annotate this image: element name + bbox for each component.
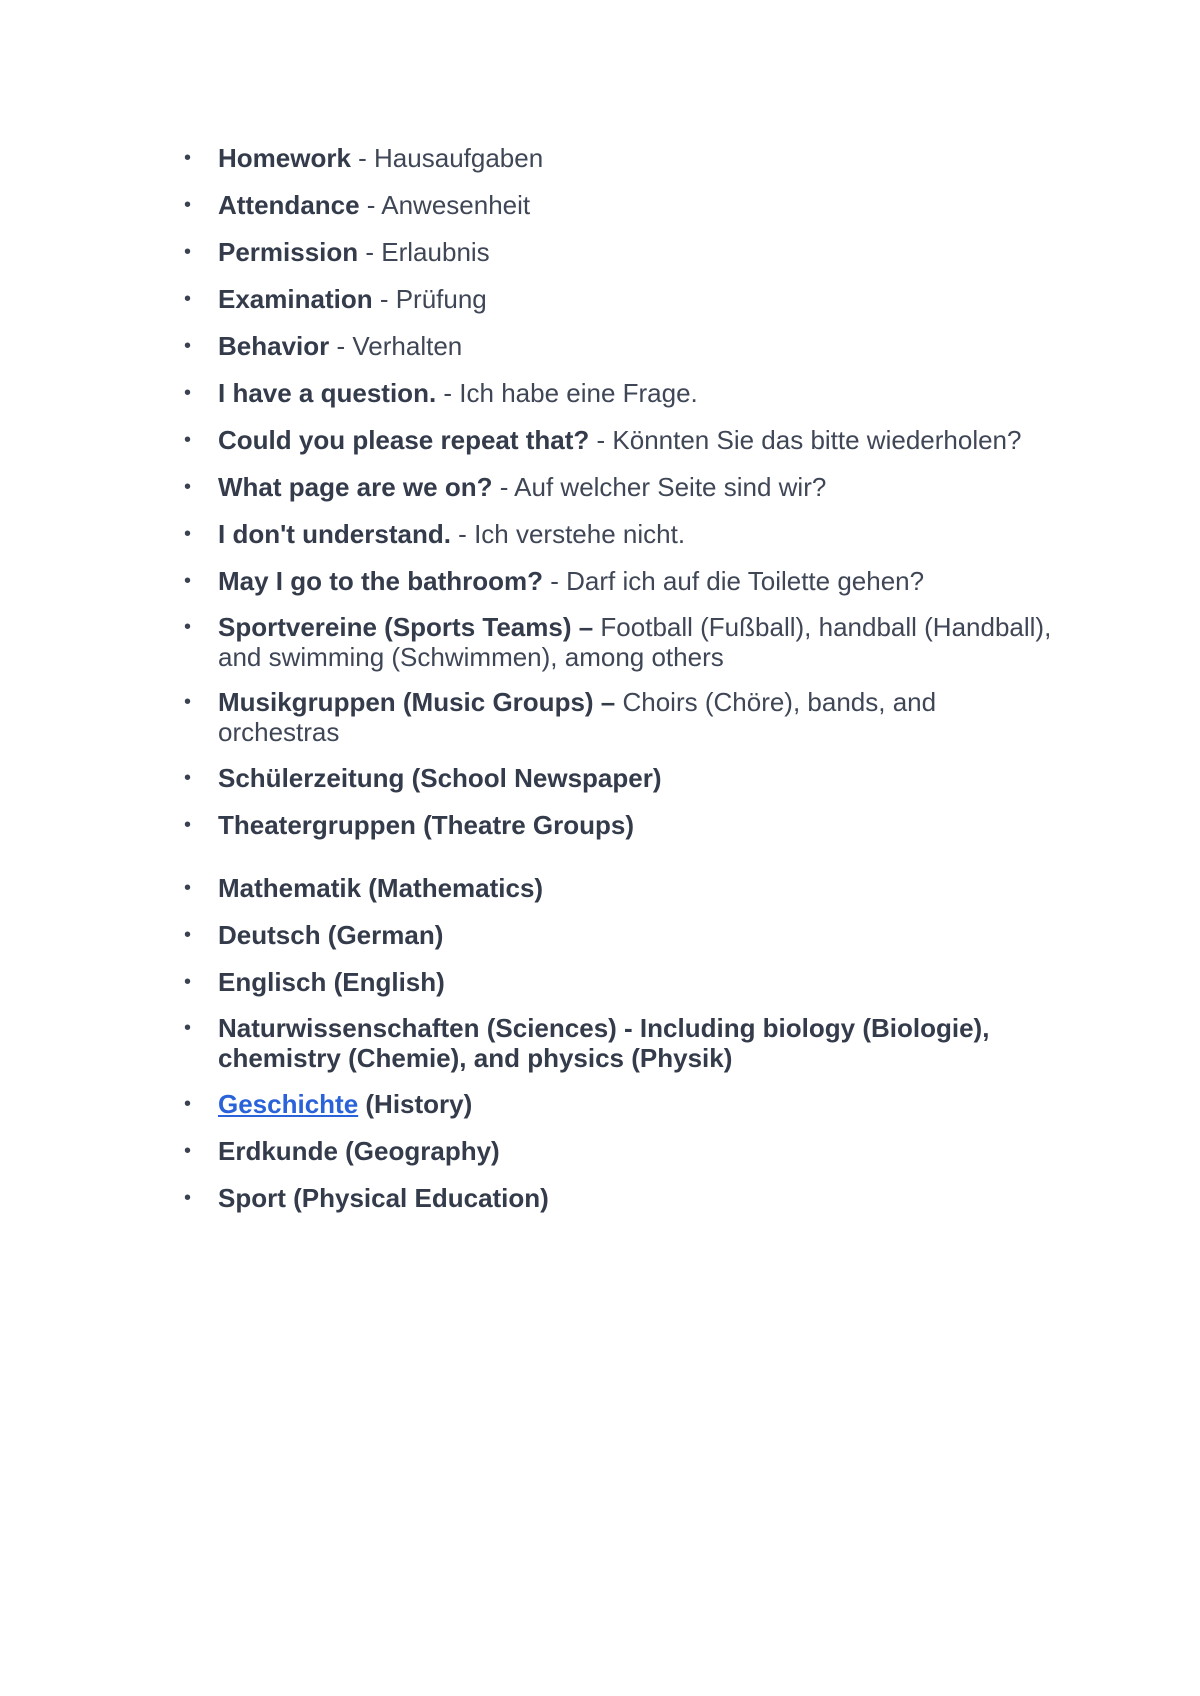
term: Attendance <box>218 190 360 220</box>
list-item <box>180 330 1060 362</box>
list-item <box>180 471 1060 503</box>
vocabulary-list <box>180 142 1060 856</box>
term: Examination <box>218 284 373 314</box>
term: Could you please repeat that? <box>218 425 590 455</box>
list-item <box>180 1182 1060 1214</box>
bullet: • <box>184 241 192 263</box>
subject-geschichte-label: (History) <box>358 1089 473 1119</box>
list-item <box>180 762 1060 794</box>
translation: Anwesenheit <box>381 190 531 220</box>
term: Behavior <box>218 331 330 361</box>
separator: - <box>358 237 382 267</box>
bullet: • <box>184 1017 192 1039</box>
subject-sport: Sport (Physical Education) <box>218 1183 549 1213</box>
list-item <box>180 687 1060 747</box>
term: Permission <box>218 237 359 267</box>
separator: - <box>372 284 396 314</box>
geschichte-link[interactable]: Geschichte <box>218 1089 359 1119</box>
separator: - <box>589 425 613 455</box>
translation: Hausaufgaben <box>374 143 544 173</box>
list-item <box>180 966 1060 998</box>
subject-naturwissenschaften: Naturwissenschaften (Sciences) - Including biology (Biologie), chemistry (Chemie), and physics (Physik) <box>218 1013 990 1073</box>
term: Theatergruppen (Theatre Groups) <box>218 810 635 840</box>
bullet: • <box>184 877 192 899</box>
subject-deutsch: Deutsch (German) <box>218 920 444 950</box>
translation: Prüfung <box>395 284 487 314</box>
term: Schülerzeitung (School Newspaper) <box>218 763 662 793</box>
bullet: • <box>184 429 192 451</box>
term: Musikgruppen (Music Groups) – <box>218 687 616 717</box>
separator: - <box>350 143 375 173</box>
translation: Football (Fußball), handball (Handball), and swimming (Schwimmen), among others <box>218 612 1052 672</box>
bullet: • <box>184 814 192 836</box>
list-item <box>180 612 1060 672</box>
term: What page are we on? <box>218 472 493 502</box>
term: Sportvereine (Sports Teams) – <box>218 612 594 642</box>
bullet: • <box>184 147 192 169</box>
term: I don't understand. <box>218 519 451 549</box>
bullet: • <box>184 288 192 310</box>
list-item <box>180 919 1060 951</box>
bullet: • <box>184 971 192 993</box>
separator: - <box>436 378 460 408</box>
list-item <box>180 1013 1060 1073</box>
term: I have a question. <box>218 378 437 408</box>
bullet: • <box>184 924 192 946</box>
separator: - <box>543 566 567 596</box>
separator: - <box>492 472 515 502</box>
separator: - <box>450 519 475 549</box>
bullet: • <box>184 767 192 789</box>
translation: Ich verstehe nicht. <box>474 519 686 549</box>
bullet: • <box>184 523 192 545</box>
translation: Verhalten <box>352 331 463 361</box>
subject-englisch: Englisch (English) <box>218 967 445 997</box>
subject-mathematik: Mathematik (Mathematics) <box>218 873 544 903</box>
list-item <box>180 377 1060 409</box>
bullet: • <box>184 382 192 404</box>
bullet: • <box>184 1187 192 1209</box>
list-item <box>180 872 1060 904</box>
list-item <box>180 518 1060 550</box>
list-item <box>180 142 1060 174</box>
list-item <box>180 1088 1060 1120</box>
list-item <box>180 189 1060 221</box>
separator: - <box>329 331 353 361</box>
list-item <box>180 424 1060 456</box>
term: May I go to the bathroom? <box>218 566 543 596</box>
translation: Könnten Sie das bitte wiederholen? <box>612 425 1022 455</box>
list-item <box>180 283 1060 315</box>
translation: Choirs (Chöre), bands, and orchestras <box>218 687 937 747</box>
list-item <box>180 565 1060 597</box>
bullet: • <box>184 570 192 592</box>
translation: Darf ich auf die Toilette gehen? <box>566 566 925 596</box>
translation: Erlaubnis <box>381 237 490 267</box>
term: Homework <box>218 143 351 173</box>
translation: Auf welcher Seite sind wir? <box>514 472 827 502</box>
list-item <box>180 1135 1060 1167</box>
bullet: • <box>184 476 192 498</box>
bullet: • <box>184 335 192 357</box>
bullet: • <box>184 1140 192 1162</box>
subjects-list <box>180 872 1060 1229</box>
bullet: • <box>184 691 192 713</box>
bullet: • <box>184 194 192 216</box>
bullet: • <box>184 616 192 638</box>
subject-erdkunde: Erdkunde (Geography) <box>218 1136 500 1166</box>
list-item <box>180 809 1060 841</box>
translation: Ich habe eine Frage. <box>459 378 698 408</box>
list-item <box>180 236 1060 268</box>
separator: - <box>359 190 382 220</box>
bullet: • <box>184 1093 192 1115</box>
